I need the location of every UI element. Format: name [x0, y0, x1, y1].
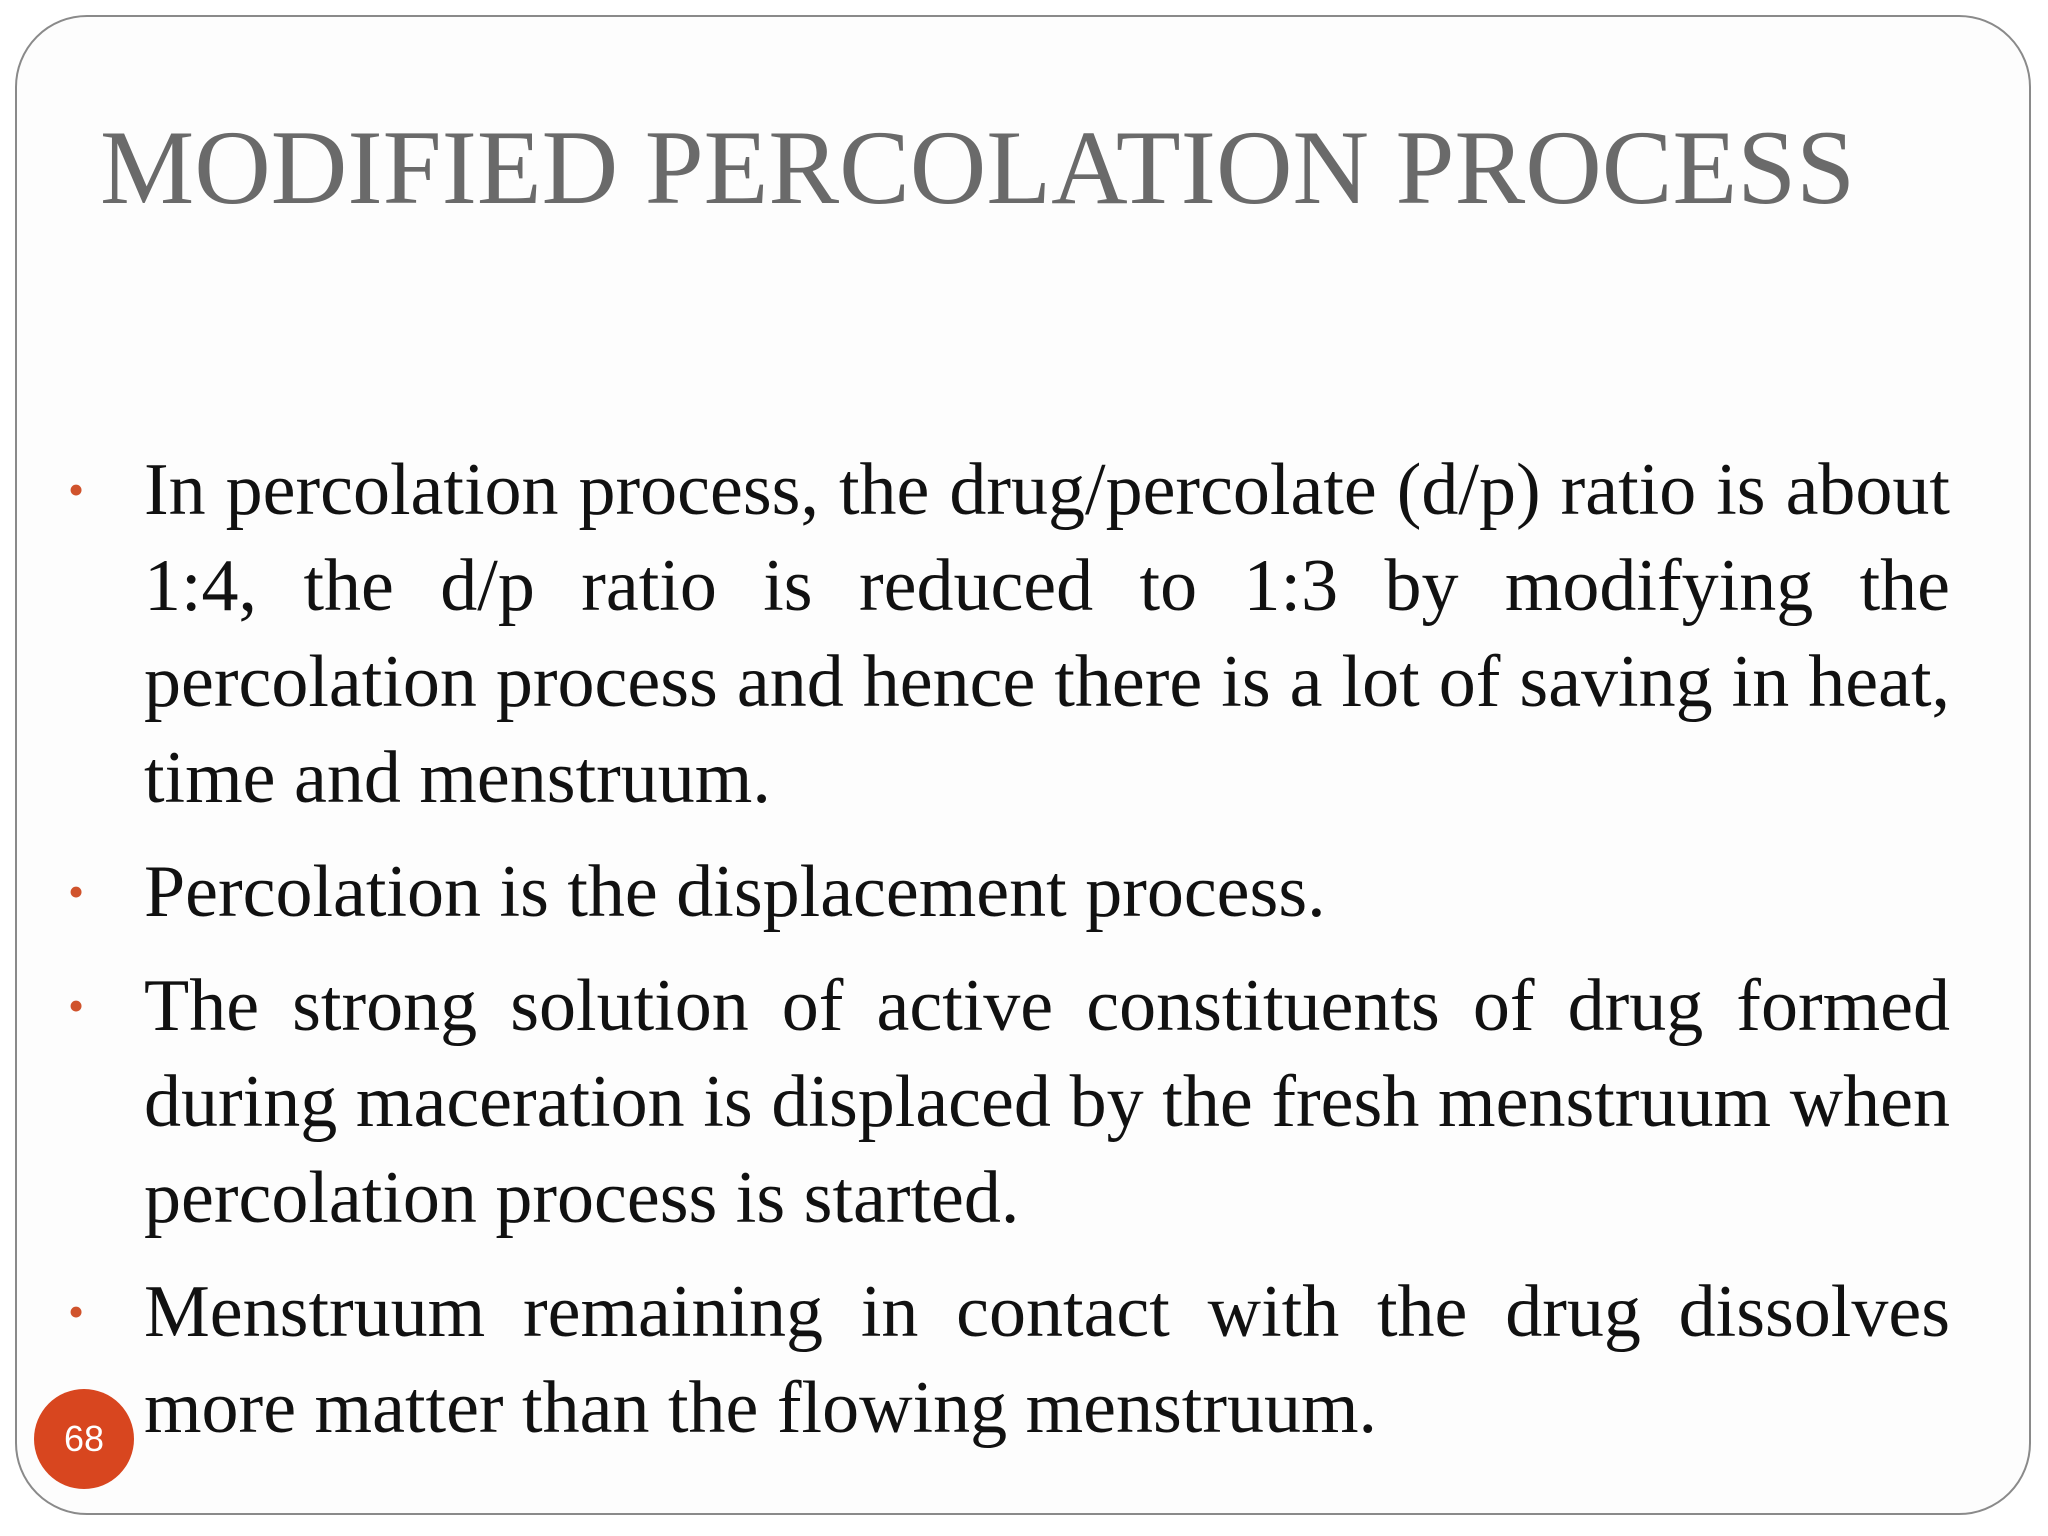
bullet-text: In percolation process, the drug/percolate (d/p) ratio is about 1:4, the d/p ratio is reduced to 1:3 by modifying the percolation process and hence there is a lot of saving in heat, time and menstruum. — [144, 449, 1950, 819]
bullet-text: The strong solution of active constituents of drug formed during maceration is displaced by the fresh menstruum when percolation process is started. — [144, 965, 1950, 1239]
bullet-item — [0, 958, 1950, 1246]
bullet-dot-icon: • — [68, 866, 85, 917]
bullet-item — [0, 844, 1950, 940]
page-number-badge: 68 — [34, 1389, 134, 1489]
bullet-item — [0, 442, 1950, 826]
slide-title: MODIFIED PERCOLATION PROCESS — [100, 109, 1856, 226]
bullet-dot-icon: • — [68, 464, 85, 515]
bullet-list — [0, 442, 2048, 1474]
bullet-item — [0, 1264, 1950, 1456]
bullet-dot-icon: • — [68, 1286, 85, 1337]
bullet-dot-icon: • — [68, 980, 85, 1031]
bullet-text: Percolation is the displacement process. — [144, 851, 1326, 933]
bullet-text: Menstruum remaining in contact with the drug dissolves more matter than the flowing menstruum. — [144, 1271, 1950, 1449]
